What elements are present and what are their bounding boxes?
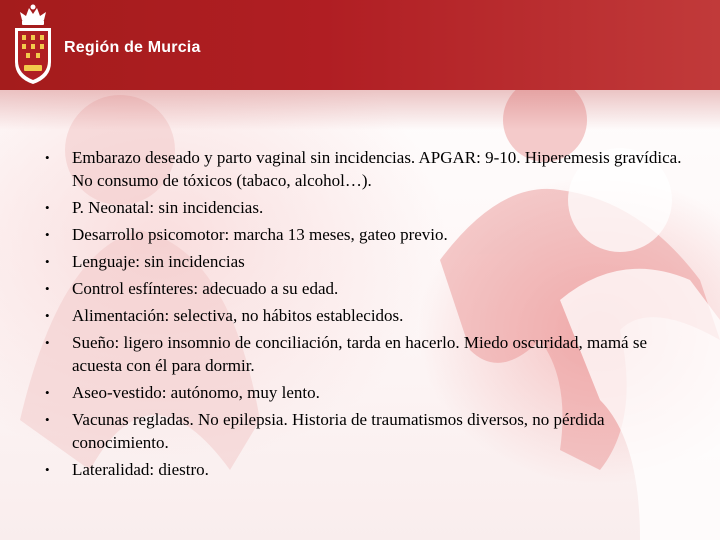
bullet-icon: • <box>45 254 50 269</box>
list-item: • Control esfínteres: adecuado a su edad. <box>45 279 339 298</box>
bullet-icon: • <box>45 150 50 165</box>
list-item: • Desarrollo psicomotor: marcha 13 meses, gateo previo. <box>45 225 448 244</box>
bullet-icon: • <box>45 412 50 427</box>
list-item: • Vacunas regladas. No epilepsia. Historia de traumatismos diversos, no pérdida conocimiento. <box>45 410 605 452</box>
bullet-icon: • <box>45 200 50 215</box>
bullet-icon: • <box>45 308 50 323</box>
list-item: • Aseo-vestido: autónomo, muy lento. <box>45 383 320 402</box>
brand-name: Región de Murcia <box>64 39 201 56</box>
bullet-icon: • <box>45 281 50 296</box>
bullet-icon: • <box>45 462 50 477</box>
header-bar <box>0 0 720 90</box>
list-item: • Sueño: ligero insomnio de conciliación, tarda en hacerlo. Miedo oscuridad, mamá se acuesta con él para dormir. <box>45 333 647 375</box>
bullet-list <box>45 146 685 481</box>
list-item: • Lateralidad: diestro. <box>45 460 209 479</box>
list-item: • Lenguaje: sin incidencias <box>45 252 245 271</box>
list-item: • Embarazo deseado y parto vaginal sin incidencias. APGAR: 9-10. Hiperemesis gravídica. No consumo de tóxicos (tabaco, alcohol…). <box>45 148 682 190</box>
bullet-icon: • <box>45 227 50 242</box>
bullet-icon: • <box>45 385 50 400</box>
murcia-coat-of-arms-icon <box>10 4 56 86</box>
list-item: • Alimentación: selectiva, no hábitos establecidos. <box>45 306 404 325</box>
slide-content <box>45 146 685 485</box>
bullet-icon: • <box>45 335 50 350</box>
header-fade <box>0 90 720 130</box>
list-item: • P. Neonatal: sin incidencias. <box>45 198 264 217</box>
